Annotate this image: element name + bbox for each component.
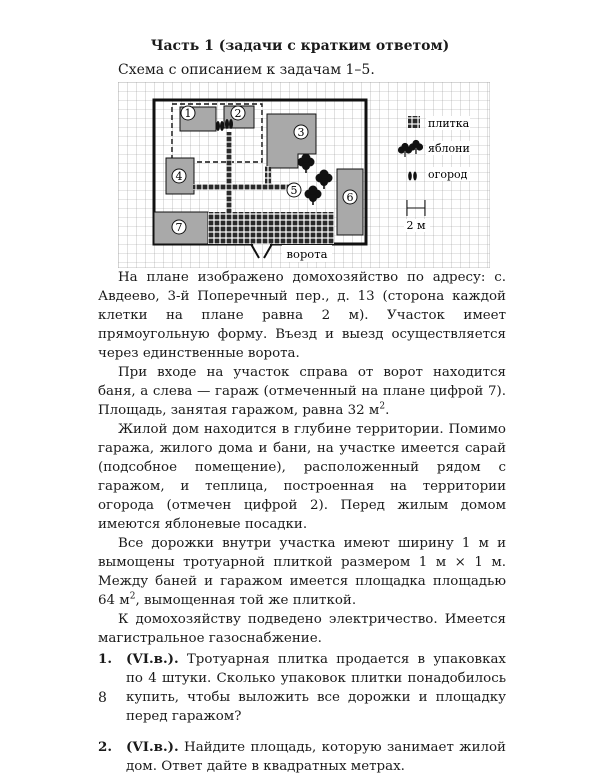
paragraph-5: К домохозяйству подведено электричество. Имеется магистральное газоснабжение. [98, 612, 506, 646]
legend-apple-label: яблони [428, 142, 470, 155]
legend-tiles-label: плитка [428, 117, 470, 130]
tiled-platform [208, 212, 334, 244]
label-7: 7 [175, 221, 183, 234]
scheme-caption: Схема с описанием к задачам 1–5. [118, 62, 375, 78]
legend-garden-label: огород [428, 168, 468, 181]
task-1 [98, 650, 506, 726]
gate-label: ворота [286, 247, 328, 261]
page-number: 8 [98, 690, 107, 706]
paragraph-4: Все дорожки внутри участка имеют ширину 1 м и вымощены тротуарной плиткой размером 1 м × 1 м. Между баней и гаражом имеется площадка площадью 64 $м^2$, вымощенная той же плиткой. [98, 536, 506, 608]
task-2-text: Найдите площадь, которую занимает жилой дом. Ответ дайте в квадратных метрах. [126, 740, 506, 774]
task-1-text: Тротуарная плитка продается в упаковках по 4 штуки. Сколько упаковок плитки понадобилось купить, чтобы выложить все дорожки и площадку перед гаражом? [126, 652, 506, 724]
problem-text [98, 268, 506, 776]
legend-scale-label: 2 м [406, 219, 426, 232]
task-1-number: 1. [98, 651, 112, 667]
label-6: 6 [346, 191, 354, 204]
task-2-tag: (VI.в.). [126, 739, 179, 755]
task-2 [98, 738, 506, 776]
tiled-path-horizontal [193, 184, 289, 190]
label-5: 5 [290, 184, 298, 197]
task-1-tag: (VI.в.). [126, 651, 179, 667]
label-2: 2 [234, 107, 242, 120]
paragraph-1: На плане изображено домохозяйство по адресу: с. Авдеево, 3-й Поперечный пер., д. 13 (сторона каждой клетки на плане равна 2 м). Участок имеет прямоугольную форму. Въезд и выезд осуществляется через единственные ворота. [98, 270, 506, 361]
property-plan [118, 82, 490, 268]
label-4: 4 [175, 170, 183, 183]
paragraph-2: При входе на участок справа от ворот находится баня, а слева — гараж (отмеченный на плане цифрой 7). Площадь, занятая гаражом, равна 32 $м^2$. [98, 365, 506, 418]
section-heading: Часть 1 (задачи с кратким ответом) [150, 38, 450, 54]
tiled-path-vertical [226, 132, 232, 214]
paragraph-3: Жилой дом находится в глубине территории. Помимо гаража, жилого дома и бани, на участке имеется сарай (подсобное помещение), расположенный рядом с гаражом, и теплица, построенная на территории огорода (отмечен цифрой 2). Перед жилым домом имеются яблоневые посадки. [98, 422, 506, 532]
label-1: 1 [184, 107, 192, 120]
tiled-path-right [265, 166, 271, 190]
label-3: 3 [297, 126, 305, 139]
task-2-number: 2. [98, 739, 112, 755]
